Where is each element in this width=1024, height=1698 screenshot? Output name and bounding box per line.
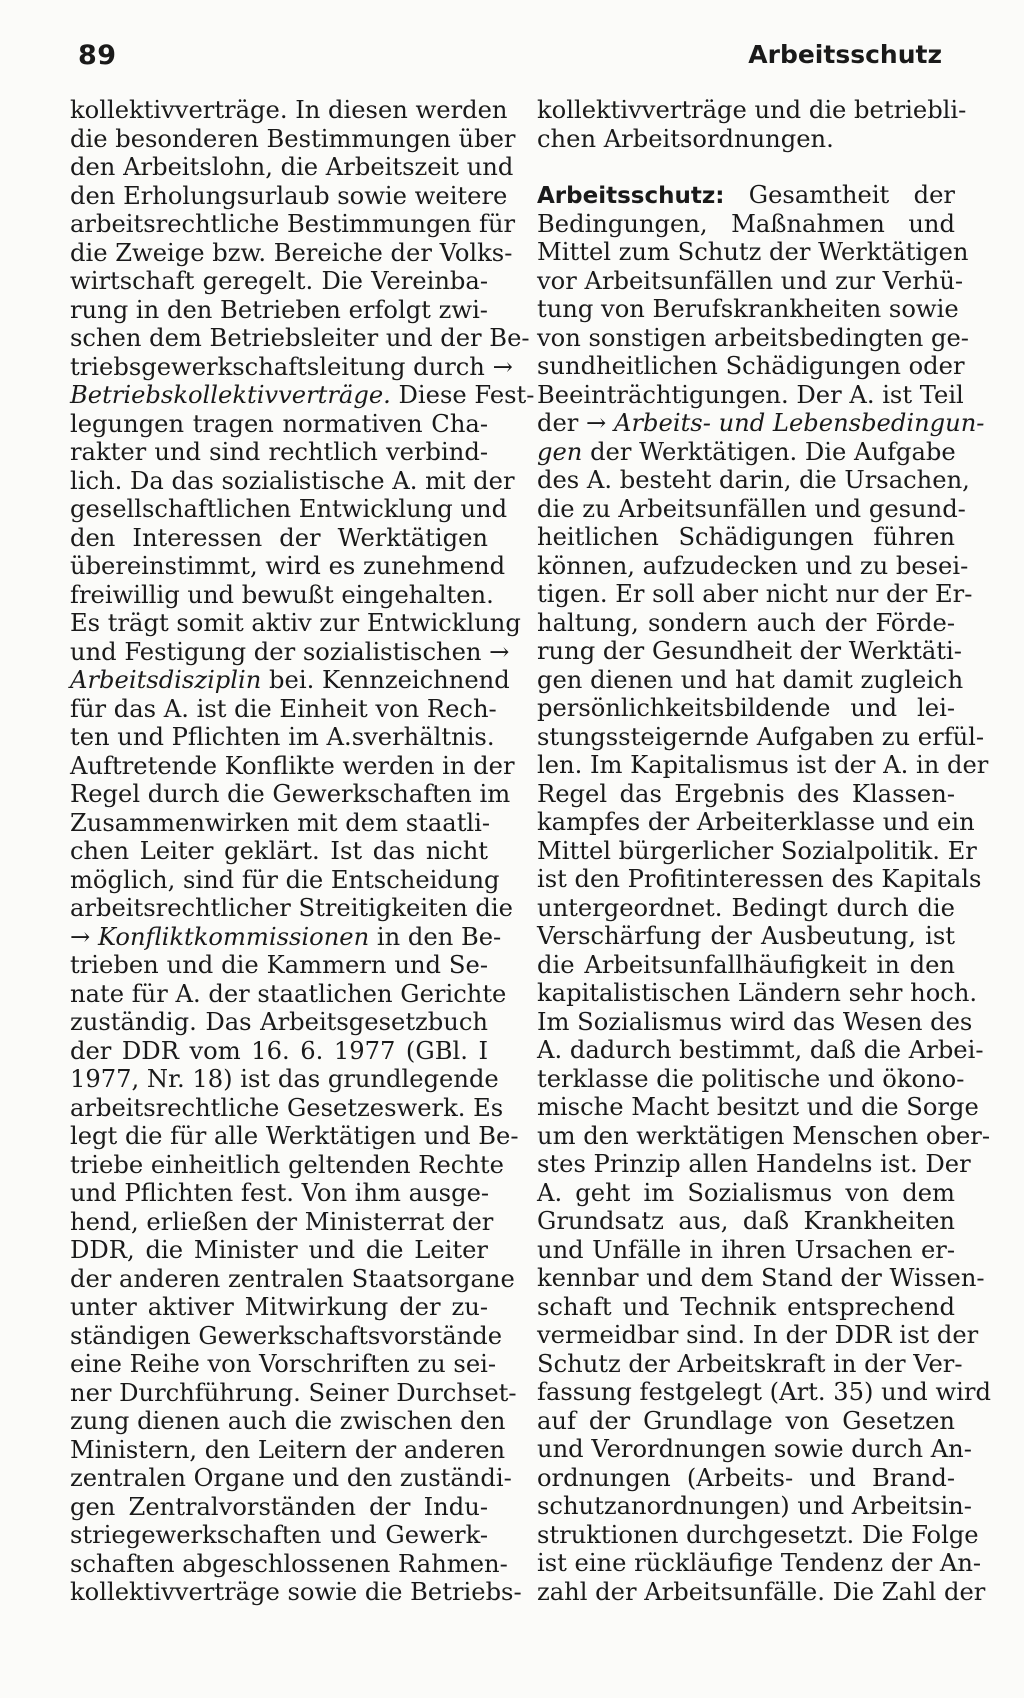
text-line: triebe einheitlich geltenden Rechte (70, 1150, 504, 1179)
text-line: vermeidbar sind. In der DDR ist der (537, 1321, 979, 1349)
text-line: von sonstigen arbeitsbedingten ge- (537, 323, 969, 352)
text-line: zentralen Organe und den zuständi- (70, 1464, 512, 1492)
text-line: rakter und sind rechtlich verbind- (70, 438, 488, 466)
page-number: 89 (78, 40, 117, 71)
text-line: len. Im Kapitalismus ist der A. in der (537, 751, 989, 779)
text-line: ist den Profitinteressen des Kapitals (537, 865, 982, 893)
text-line: mische Macht besitzt und die Sorge (537, 1093, 979, 1121)
entry-heading-line (537, 181, 955, 210)
text-line: Mittel bürgerlicher Sozialpolitik. Er (537, 836, 977, 865)
text-line: die zu Arbeitsunfällen und gesund- (537, 494, 966, 523)
text-line: struktionen durchgesetzt. Die Folge (537, 1520, 979, 1549)
text-line: vor Arbeitsunfällen und zur Verhü- (537, 266, 964, 295)
text-line: Regel durch die Gewerkschaften im (70, 780, 511, 808)
text-line: den Arbeitslohn, die Arbeitszeit und (70, 153, 514, 181)
text-line: für das A. ist die Einheit von Rech- (70, 694, 497, 723)
text-line: triebsgewerkschaftsleitung durch → (70, 352, 513, 381)
text-line: Grundsatz aus, daß Krankheiten (537, 1207, 955, 1235)
text-line: zung dienen auch die zwischen den (70, 1407, 506, 1435)
text-line: haltung, sondern auch der Förde- (537, 608, 955, 637)
text-line: 1977, Nr. 18) ist das grundlegende (70, 1065, 499, 1093)
text-line: trieben und die Kammern und Se- (70, 951, 488, 979)
text-line: die besonderen Bestimmungen über (70, 124, 516, 153)
text-line: Schutz der Arbeitskraft in der Ver- (537, 1349, 963, 1378)
text-line: ist eine rückläufige Tendenz der An- (537, 1549, 982, 1577)
text-line: Beeinträchtigungen. Der A. ist Teil (537, 380, 964, 409)
text-line: → Konfliktkommissionen in den Be- (70, 922, 502, 951)
text-line: DDR, die Minister und die Leiter (70, 1236, 488, 1264)
text-line: Bedingungen, Maßnahmen und (537, 209, 955, 238)
text-line: und Pflichten fest. Von ihm ausge- (70, 1179, 490, 1207)
text-line: gen dienen und hat damit zugleich (537, 665, 964, 694)
text-line: rung der Gesundheit der Werktäti- (537, 637, 962, 665)
text-line: untergeordnet. Bedingt durch die (537, 893, 955, 922)
text-line: zahl der Arbeitsunfälle. Die Zahl der (537, 1577, 986, 1606)
right-column (537, 96, 991, 1606)
text-line: chen Leiter geklärt. Ist das nicht (70, 837, 488, 865)
text-line: die Zweige bzw. Bereiche der Volks- (70, 238, 513, 267)
text-line: Arbeitsdisziplin bei. Kennzeichnend (70, 666, 510, 694)
text-line: gen der Werktätigen. Die Aufgabe (537, 437, 956, 466)
text-line: A. dadurch bestimmt, daß die Arbei- (537, 1036, 984, 1064)
text-line: Ministern, den Leitern der anderen (70, 1435, 506, 1464)
text-line: freiwillig und bewußt eingehalten. (70, 580, 494, 609)
text-line: Es trägt somit aktiv zur Entwicklung (70, 609, 521, 637)
text-line: legungen tragen normativen Cha- (70, 409, 488, 438)
entry-first-line-text: Gesamtheit der (748, 181, 955, 209)
text-line: des A. besteht darin, die Ursachen, (537, 466, 970, 494)
text-line: sundheitlichen Schädigungen oder (537, 352, 965, 380)
text-line: können, aufzudecken und zu besei- (537, 551, 969, 580)
text-line: den Interessen der Werktätigen (70, 523, 488, 552)
text-line: heitlichen Schädigungen führen (537, 523, 955, 551)
text-line: und Festigung der sozialistischen → (70, 637, 510, 666)
text-line: Mittel zum Schutz der Werktätigen (537, 238, 969, 266)
text-line: Zusammenwirken mit dem staatli- (70, 808, 491, 837)
text-line: persönlichkeitsbildende und lei- (537, 694, 955, 722)
entry-term: Arbeitsschutz: (537, 183, 725, 209)
text-line: die Arbeitsunfallhäufigkeit in den (537, 950, 955, 979)
text-line: striegewerkschaften und Gewerk- (70, 1521, 488, 1549)
left-column (70, 96, 535, 1607)
text-line: terklasse die politische und ökono- (537, 1064, 965, 1093)
text-line: Im Sozialismus wird das Wesen des (537, 1007, 973, 1036)
text-line: tigen. Er soll aber nicht nur der Er- (537, 580, 973, 608)
text-line: möglich, sind für die Entscheidung (70, 865, 500, 894)
text-line: gesellschaftlichen Entwicklung und (70, 495, 508, 523)
text-line: wirtschaft geregelt. Die Vereinba- (70, 267, 488, 295)
text-line: lich. Da das sozialistische A. mit der (70, 466, 515, 495)
text-line: ner Durchführung. Seiner Durchset- (70, 1378, 517, 1407)
text-line: nate für A. der staatlichen Gerichte (70, 979, 507, 1008)
text-line: ständigen Gewerkschaftsvorstände (70, 1321, 503, 1350)
text-line: eine Reihe von Vorschriften zu sei- (70, 1350, 497, 1378)
text-line: A. geht im Sozialismus von dem (537, 1178, 955, 1207)
text-line: Betriebskollektivverträge. Diese Fest- (70, 381, 535, 409)
text-line: zuständig. Das Arbeitsgesetzbuch (70, 1008, 488, 1036)
text-line: kollektivverträge und die betriebli- (537, 96, 967, 124)
text-line: chen Arbeitsordnungen. (537, 124, 834, 153)
text-line: tung von Berufskrankheiten sowie (537, 295, 959, 323)
entry-body (537, 209, 991, 1607)
text-line: arbeitsrechtlicher Streitigkeiten die (70, 894, 513, 922)
text-line: schaft und Technik entsprechend (537, 1292, 955, 1321)
text-line: der anderen zentralen Staatsorgane (70, 1264, 515, 1293)
text-line: unter aktiver Mitwirkung der zu- (70, 1293, 488, 1321)
text-line: übereinstimmt, wird es zunehmend (70, 552, 506, 580)
text-line: stes Prinzip allen Handelns ist. Der (537, 1150, 971, 1178)
text-line: der → Arbeits- und Lebensbedingun- (537, 409, 985, 437)
text-line: schutzanordnungen) und Arbeitsin- (537, 1492, 972, 1520)
text-line: schaften abgeschlossenen Rahmen- (70, 1549, 508, 1578)
text-line: legt die für alle Werktätigen und Be- (70, 1122, 519, 1150)
text-line: arbeitsrechtliche Bestimmungen für (70, 210, 516, 238)
text-line: arbeitsrechtliche Gesetzeswerk. Es (70, 1093, 504, 1122)
text-line: stungssteigernde Aufgaben zu erfül- (537, 722, 985, 751)
text-line: fassung festgelegt (Art. 35) und wird (537, 1378, 991, 1406)
text-line: kollektivverträge. In diesen werden (70, 96, 508, 124)
text-line: um den werktätigen Menschen ober- (537, 1121, 991, 1150)
text-line: Verschärfung der Ausbeutung, ist (537, 922, 955, 950)
text-line: den Erholungsurlaub sowie weitere (70, 181, 508, 210)
text-line: kennbar und dem Stand der Wissen- (537, 1264, 985, 1292)
text-line: kampfes der Arbeiterklasse und ein (537, 808, 975, 836)
paragraph-gap (537, 153, 955, 181)
text-line: der DDR vom 16. 6. 1977 (GBl. I (70, 1036, 488, 1065)
text-line: ordnungen (Arbeits- und Brand- (537, 1463, 955, 1492)
text-line: gen Zentralvorständen der Indu- (70, 1492, 488, 1521)
running-head: Arbeitsschutz (748, 40, 942, 69)
text-line: kapitalistischen Ländern sehr hoch. (537, 979, 978, 1007)
text-line: und Unfälle in ihren Ursachen er- (537, 1235, 955, 1264)
text-line: ten und Pflichten im A.sverhältnis. (70, 723, 495, 751)
text-line: kollektivverträge sowie die Betriebs- (70, 1578, 522, 1606)
text-line: Regel das Ergebnis des Klassen- (537, 779, 955, 808)
text-line: schen dem Betriebsleiter und der Be- (70, 324, 530, 352)
text-line: und Verordnungen sowie durch An- (537, 1435, 972, 1463)
text-line: Auftretende Konflikte werden in der (70, 751, 515, 780)
text-line: auf der Grundlage von Gesetzen (537, 1406, 955, 1435)
text-line: rung in den Betrieben erfolgt zwi- (70, 295, 488, 324)
text-line: hend, erließen der Ministerrat der (70, 1207, 494, 1236)
